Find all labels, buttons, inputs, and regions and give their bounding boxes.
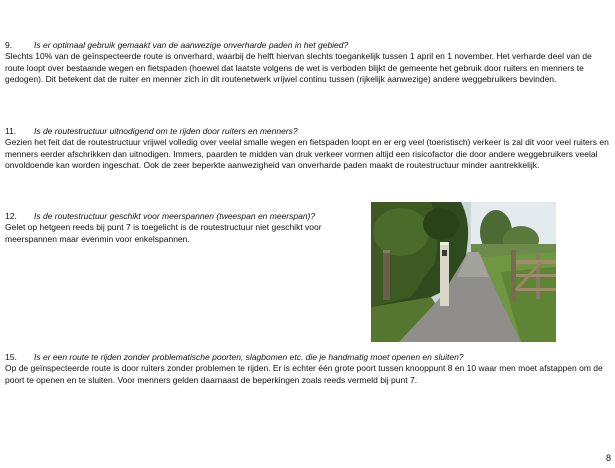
question-text: Is de routestructuur uitnodigend om te rijden door ruiters en menners?	[34, 126, 298, 136]
answer-text: Op de geïnspecteerde route is door ruiters zonder problemen te rijden. Er is echter één grote poort tussen knooppunt 8 en 10 waar men moet afstappen om de poort te openen en te sluiten. Voor menners gelden daarnaast de beperkingen zoals reeds vermeld bij punt 7.	[5, 363, 603, 385]
page-number: 8	[605, 453, 611, 463]
section-9	[5, 40, 611, 86]
question-number: 9.	[5, 40, 13, 50]
route-photo	[371, 202, 556, 342]
question-heading	[5, 211, 360, 222]
question-number: 15.	[5, 352, 17, 362]
question-heading	[5, 126, 609, 137]
question-heading	[5, 40, 611, 51]
question-number: 12.	[5, 211, 17, 221]
answer-text: Gelet op hetgeen reeds bij punt 7 is toegelicht is de routestructuur niet geschikt voor meerspannen maar evenmin voor enkelspannen.	[5, 222, 322, 244]
section-11	[5, 126, 609, 172]
answer-text: Slechts 10% van de geïnspecteerde route is onverhard, waarbij de helft hiervan slechts toegankelijk tussen 1 april en 1 november. Het verharde deel van de route loopt over bestaande wegen en fietspaden (hoewel dat laatste volgens de wet is verboden blijkt de gemeente het gebruik door ruiters en menners te gedogen). Dit betekent dat de ruiter en menner zich in dit routenetwerk vrijwel continu tussen (rijkelijk aanwezige) andere weggebruikers bevinden.	[5, 51, 592, 85]
answer-text: Gezien het feit dat de routestructuur vrijwel volledig over veelal smalle wegen en fietspaden loopt en er erg veel (toeristisch) verkeer is zal dit voor veel ruiters en menners eerder afschrikken dan uitnodigen. Immers, paarden te midden van druk verkeer vormen altijd een risicofactor die door andere weggebruikers veelal onvoldoende kan worden ingeschat. Ook de zeer beperkte aanwezigheid van onverharde paden maakt de routestructuur minder aantrekkelijk.	[5, 137, 609, 171]
question-text: Is de routestructuur geschikt voor meerspannen (tweespan en meerspan)?	[34, 211, 316, 221]
section-12	[5, 211, 360, 245]
question-text: Is er optimaal gebruik gemaakt van de aanwezige onverharde paden in het gebied?	[34, 40, 349, 50]
route-photo-image	[371, 202, 556, 342]
section-15	[5, 352, 609, 386]
question-heading	[5, 352, 609, 363]
question-number: 11.	[5, 126, 17, 136]
question-text: Is er een route te rijden zonder problematische poorten, slagbomen etc. die je handmatig moet openen en sluiten?	[34, 352, 464, 362]
